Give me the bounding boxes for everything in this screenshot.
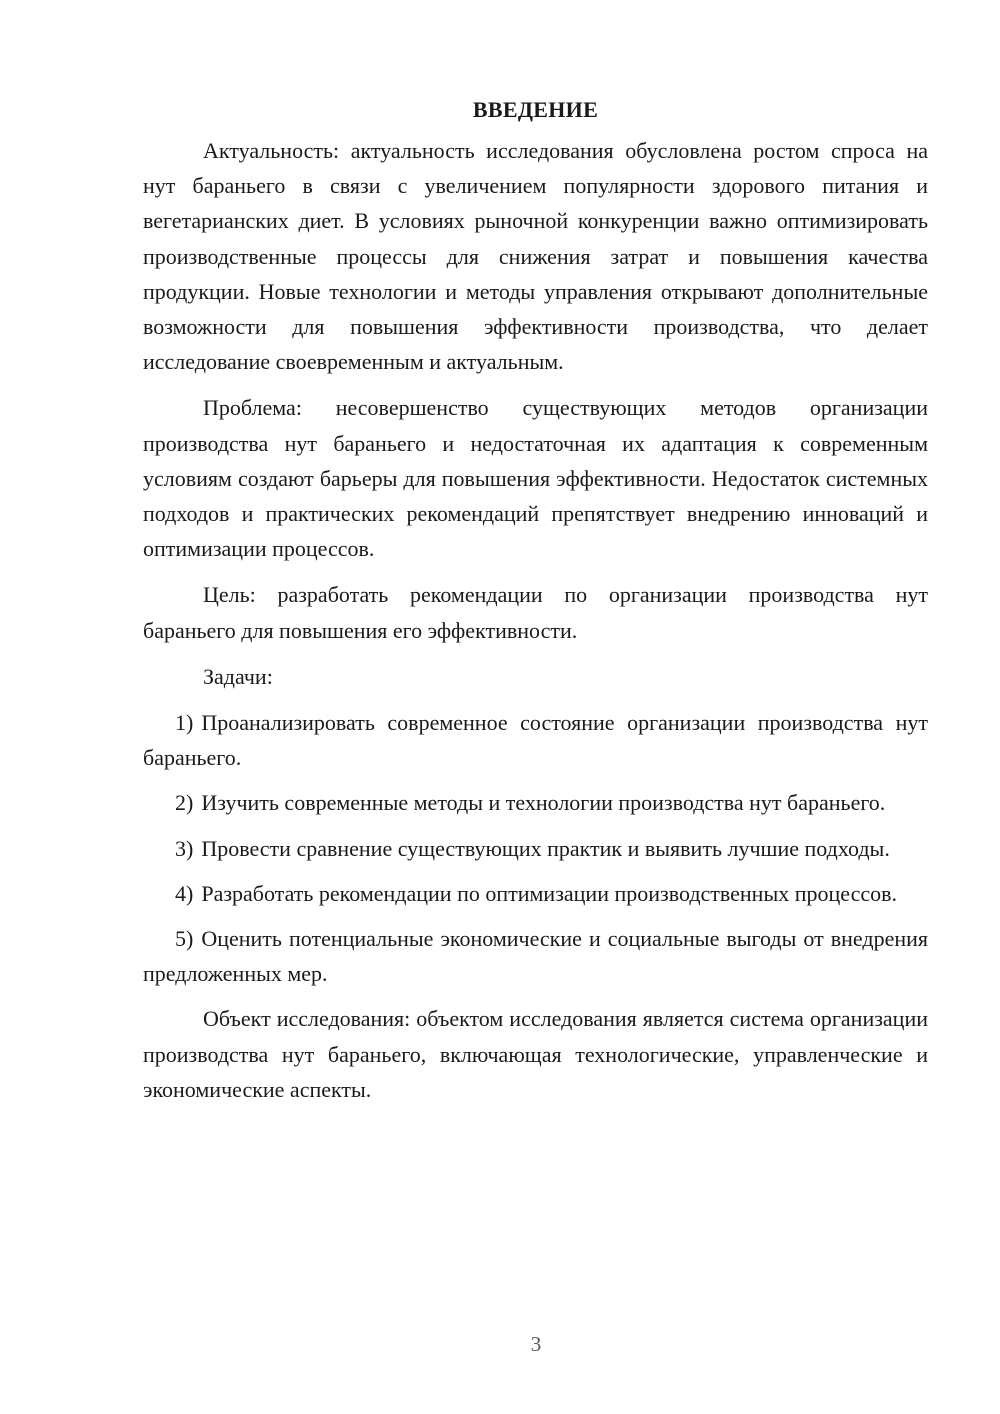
list-item-number: 5) [175, 926, 194, 952]
list-item [143, 876, 928, 911]
list-item-text: Изучить современные методы и технологии производства нут бараньего. [201, 790, 886, 816]
document-page [143, 92, 928, 1118]
list-item-text: Разработать рекомендации по оптимизации производственных процессов. [201, 880, 898, 906]
object-paragraph: Объект исследования: объектом исследования является система организации производства нут бараньего, включающая технологические, управленческие и экономические аспекты. [143, 1006, 928, 1102]
list-item [143, 705, 928, 775]
list-item [143, 831, 928, 866]
list-item-number: 2) [175, 790, 194, 816]
list-item [143, 921, 928, 991]
list-item-text: Оценить потенциальные экономические и социальные выгоды от внедрения предложенных мер. [143, 926, 928, 987]
tasks-list [143, 705, 928, 991]
list-item-number: 1) [175, 710, 194, 736]
tasks-heading: Задачи: [203, 663, 273, 689]
goal-paragraph: Цель: разработать рекомендации по организации производства нут бараньего для повышения его эффективности. [143, 582, 928, 643]
list-item-number: 4) [175, 880, 194, 906]
list-item-number: 3) [175, 835, 194, 861]
relevance-paragraph: Актуальность: актуальность исследования обусловлена ростом спроса на нут бараньего в связи с увеличением популярности здорового питания и вегетарианских диет. В условиях рыночной конкуренции важно оптимизировать производственные процессы для снижения затрат и повышения качества продукции. Новые технологии и методы управления открывают дополнительные возможности для повышения эффективности производства, что делает исследование своевременным и актуальным. [143, 138, 928, 375]
problem-paragraph: Проблема: несовершенство существующих методов организации производства нут бараньего и недостаточная их адаптация к современным условиям создают барьеры для повышения эффективности. Недостаток системных подходов и практических рекомендаций препятствует внедрению инноваций и оптимизации процессов. [143, 395, 928, 562]
page-title: ВВЕДЕНИЕ [472, 97, 599, 122]
list-item-text: Провести сравнение существующих практик и выявить лучшие подходы. [201, 835, 890, 861]
list-item-text: Проанализировать современное состояние организации производства нут бараньего. [143, 710, 928, 771]
list-item [143, 785, 928, 820]
page-number: 3 [530, 1332, 542, 1356]
